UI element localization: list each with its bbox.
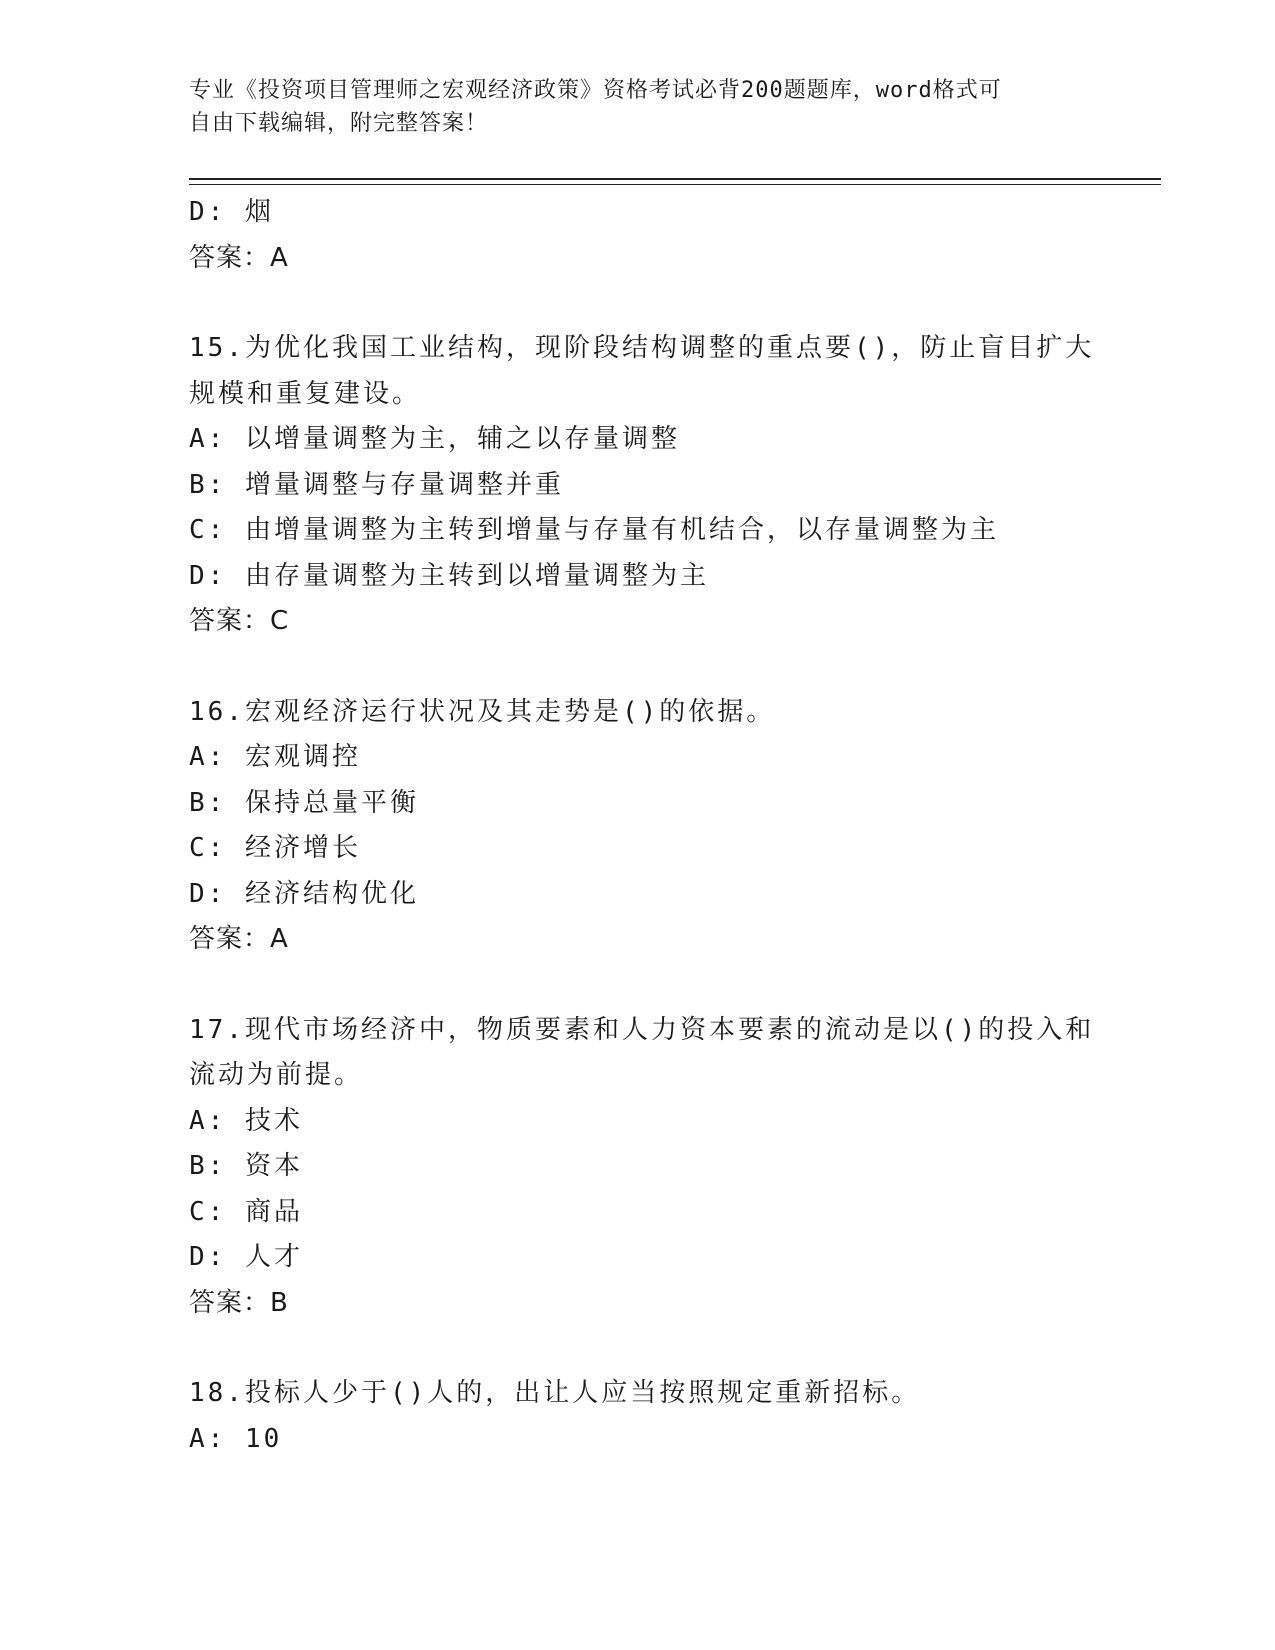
option-b: B: 增量调整与存量调整并重: [189, 469, 564, 500]
option-c: C: 由增量调整为主转到增量与存量有机结合，以存量调整为主: [189, 515, 999, 545]
answer: 答案：C: [189, 606, 290, 636]
question-18: [189, 1371, 1089, 1462]
header-line-2: 自由下载编辑，附完整答案！: [189, 111, 489, 136]
question-stem: 18.投标人少于()人的，出让人应当按照规定重新招标。: [189, 1378, 921, 1408]
option-c: C: 经济增长: [189, 833, 361, 863]
option-a: A: 10: [189, 1423, 283, 1454]
header-divider-thick: [189, 178, 1161, 180]
option-a: A: 技术: [189, 1105, 303, 1136]
question-stem: 15.为优化我国工业结构，现阶段结构调整的重点要()，防止盲目扩大: [189, 333, 1095, 363]
question-stem-continued: 流动为前提。: [189, 1060, 364, 1090]
question-15: [189, 326, 1095, 645]
question-stem: 17.现代市场经济中，物质要素和人力资本要素的流动是以()的投入和: [189, 1014, 1095, 1045]
option-d: D: 由存量调整为主转到以增量调整为主: [189, 560, 709, 591]
option-d: D: 人才: [189, 1242, 303, 1272]
question-list: [189, 190, 1095, 1462]
option-b: B: 资本: [189, 1151, 303, 1181]
header-line-1: 专业《投资项目管理师之宏观经济政策》资格考试必背200题题库，word格式可: [189, 78, 1002, 103]
question-17: [189, 1008, 1095, 1327]
document-header: [189, 74, 1089, 140]
carryover-option-d: D: 烟: [189, 197, 274, 227]
answer: 答案：A: [189, 924, 289, 954]
question-stem: 16.宏观经济运行状况及其走势是()的依据。: [189, 696, 776, 727]
option-d: D: 经济结构优化: [189, 878, 419, 909]
option-c: C: 商品: [189, 1196, 303, 1227]
question-stem-continued: 规模和重复建设。: [189, 378, 422, 409]
header-divider-thin: [189, 184, 1161, 185]
option-a: A: 宏观调控: [189, 742, 361, 772]
question-16: [189, 690, 1089, 963]
carryover-answer: 答案：A: [189, 242, 289, 273]
answer: 答案：B: [189, 1287, 289, 1318]
option-b: B: 保持总量平衡: [189, 787, 419, 818]
option-a: A: 以增量调整为主，辅之以存量调整: [189, 424, 680, 454]
